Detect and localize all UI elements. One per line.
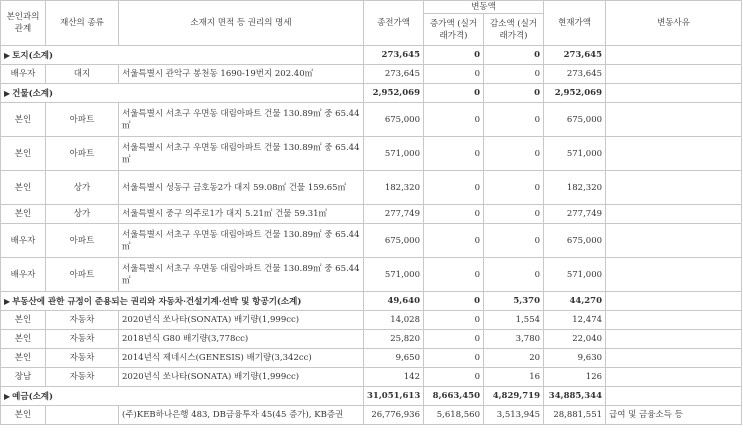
section-curr: 34,885,344 (544, 387, 606, 406)
row-reason (606, 311, 742, 330)
triangle-icon: ▶ (4, 390, 11, 401)
row-curr: 571,000 (544, 258, 606, 292)
row-dec: 0 (484, 224, 544, 258)
row-inc: 0 (424, 224, 484, 258)
header-dec: 감소액 (실거래가격) (484, 14, 544, 46)
row-relation: 본인 (1, 330, 46, 349)
section-title: 토지(소계) (12, 50, 54, 61)
row-curr: 277,749 (544, 205, 606, 224)
row-reason (606, 224, 742, 258)
row-prev: 14,028 (364, 311, 424, 330)
row-prev: 277,749 (364, 205, 424, 224)
header-curr: 현재가액 (544, 1, 606, 46)
table-row (1, 368, 742, 387)
section-inc: 0 (424, 46, 484, 65)
header-prev: 종전가액 (364, 1, 424, 46)
row-type: 상가 (46, 205, 119, 224)
row-relation: 배우자 (1, 65, 46, 84)
table-row (1, 103, 742, 137)
row-desc: 2020년식 쏘나타(SONATA) 배기량(1,999cc) (119, 311, 364, 330)
row-dec: 0 (484, 103, 544, 137)
section-curr: 2,952,069 (544, 84, 606, 103)
table-row (1, 349, 742, 368)
row-relation: 본인 (1, 205, 46, 224)
row-desc: 서울특별시 서초구 우면동 대림아파트 건물 130.89㎡ 중 65.44㎡ (119, 258, 364, 292)
row-desc: 서울특별시 성동구 금호동2가 대지 59.08㎡ 건물 159.65㎡ (119, 171, 364, 205)
header-desc: 소재지 면적 등 권리의 명세 (119, 1, 364, 46)
row-inc: 5,618,560 (424, 406, 484, 425)
section-prev: 273,645 (364, 46, 424, 65)
triangle-icon: ▶ (4, 87, 11, 98)
row-dec: 16 (484, 368, 544, 387)
row-curr: 182,320 (544, 171, 606, 205)
row-prev: 571,000 (364, 137, 424, 171)
row-relation: 본인 (1, 349, 46, 368)
row-inc: 0 (424, 311, 484, 330)
row-inc: 0 (424, 205, 484, 224)
row-reason (606, 171, 742, 205)
row-type: 아파트 (46, 137, 119, 171)
row-type: 자동차 (46, 368, 119, 387)
section-title: 부동산에 관한 규정이 준용되는 권리와 자동차·건설기계·선박 및 항공기(소계) (12, 296, 302, 307)
row-inc: 0 (424, 330, 484, 349)
triangle-icon: ▶ (4, 295, 11, 306)
row-reason (606, 368, 742, 387)
section-title: 건물(소계) (12, 88, 54, 99)
row-inc: 0 (424, 103, 484, 137)
header-inc: 증가액 (실거래가격) (424, 14, 484, 46)
row-reason (606, 205, 742, 224)
row-inc: 0 (424, 349, 484, 368)
section-title: 예금(소계) (12, 391, 54, 402)
row-curr: 126 (544, 368, 606, 387)
triangle-icon: ▶ (4, 49, 11, 60)
section-inc: 0 (424, 84, 484, 103)
row-curr: 28,881,551 (544, 406, 606, 425)
row-type: 아파트 (46, 103, 119, 137)
row-desc: (주)KEB하나은행 483, DB금융투자 45(45 증가), KB증권 (119, 406, 364, 425)
row-relation: 본인 (1, 406, 46, 425)
row-reason (606, 330, 742, 349)
section-prev: 49,640 (364, 292, 424, 311)
header-reason: 변동사유 (606, 1, 742, 46)
section-building (1, 84, 742, 103)
section-deposit (1, 387, 742, 406)
row-reason (606, 137, 742, 171)
row-type: 아파트 (46, 224, 119, 258)
row-prev: 142 (364, 368, 424, 387)
row-curr: 675,000 (544, 224, 606, 258)
table-row (1, 65, 742, 84)
row-desc: 서울특별시 서초구 우면동 대림아파트 건물 130.89㎡ 중 65.44㎡ (119, 103, 364, 137)
row-curr: 22,040 (544, 330, 606, 349)
row-type: 상가 (46, 171, 119, 205)
row-relation: 본인 (1, 137, 46, 171)
row-prev: 675,000 (364, 224, 424, 258)
section-curr: 273,645 (544, 46, 606, 65)
table-row (1, 224, 742, 258)
row-curr: 675,000 (544, 103, 606, 137)
table-row (1, 330, 742, 349)
row-relation: 배우자 (1, 258, 46, 292)
row-reason (606, 258, 742, 292)
row-reason (606, 65, 742, 84)
section-dec: 5,370 (484, 292, 544, 311)
row-desc: 서울특별시 서초구 우면동 대림아파트 건물 130.89㎡ 중 65.44㎡ (119, 137, 364, 171)
row-prev: 25,820 (364, 330, 424, 349)
row-desc: 서울특별시 서초구 우면동 대림아파트 건물 130.89㎡ 중 65.44㎡ (119, 224, 364, 258)
row-desc: 서울특별시 중구 의주로1가 대지 5.21㎡ 건물 59.31㎡ (119, 205, 364, 224)
table-row (1, 137, 742, 171)
table-row (1, 205, 742, 224)
row-relation: 본인 (1, 103, 46, 137)
row-dec: 0 (484, 205, 544, 224)
row-inc: 0 (424, 137, 484, 171)
row-reason: 급여 및 금융소득 등 (606, 406, 742, 425)
row-inc: 0 (424, 258, 484, 292)
section-dec: 4,829,719 (484, 387, 544, 406)
row-relation: 본인 (1, 311, 46, 330)
row-prev: 9,650 (364, 349, 424, 368)
section-dec: 0 (484, 46, 544, 65)
row-desc: 2020년식 쏘나타(SONATA) 배기량(1,999cc) (119, 368, 364, 387)
row-relation: 본인 (1, 171, 46, 205)
row-prev: 675,000 (364, 103, 424, 137)
row-prev: 273,645 (364, 65, 424, 84)
row-dec: 0 (484, 258, 544, 292)
row-type: 자동차 (46, 349, 119, 368)
row-curr: 9,630 (544, 349, 606, 368)
row-desc: 2014년식 제네시스(GENESIS) 배기량(3,342cc) (119, 349, 364, 368)
row-inc: 0 (424, 368, 484, 387)
row-dec: 0 (484, 171, 544, 205)
row-reason (606, 349, 742, 368)
row-desc: 2018년식 G80 배기량(3,778cc) (119, 330, 364, 349)
table-row (1, 311, 742, 330)
row-type: 자동차 (46, 311, 119, 330)
row-prev: 571,000 (364, 258, 424, 292)
row-inc: 0 (424, 171, 484, 205)
section-curr: 44,270 (544, 292, 606, 311)
table-row (1, 258, 742, 292)
row-relation: 배우자 (1, 224, 46, 258)
row-curr: 273,645 (544, 65, 606, 84)
row-curr: 571,000 (544, 137, 606, 171)
header-type: 재산의 종류 (46, 1, 119, 46)
table-row (1, 406, 742, 425)
row-dec: 0 (484, 65, 544, 84)
header-relation: 본인과의 관계 (1, 1, 46, 46)
section-vehicle (1, 292, 742, 311)
row-prev: 26,776,936 (364, 406, 424, 425)
section-dec: 0 (484, 84, 544, 103)
table-row (1, 171, 742, 205)
header-change-group: 변동액 (424, 1, 544, 14)
row-reason (606, 103, 742, 137)
section-inc: 8,663,450 (424, 387, 484, 406)
section-land (1, 46, 742, 65)
row-dec: 20 (484, 349, 544, 368)
row-dec: 3,780 (484, 330, 544, 349)
row-dec: 1,554 (484, 311, 544, 330)
row-dec: 3,513,945 (484, 406, 544, 425)
row-type: 자동차 (46, 330, 119, 349)
row-inc: 0 (424, 65, 484, 84)
row-relation: 장남 (1, 368, 46, 387)
row-prev: 182,320 (364, 171, 424, 205)
section-inc: 0 (424, 292, 484, 311)
row-dec: 0 (484, 137, 544, 171)
row-type: 아파트 (46, 258, 119, 292)
row-curr: 12,474 (544, 311, 606, 330)
row-type: 대지 (46, 65, 119, 84)
section-prev: 2,952,069 (364, 84, 424, 103)
section-prev: 31,051,613 (364, 387, 424, 406)
row-type (46, 406, 119, 425)
row-desc: 서울특별시 관악구 봉천동 1690-19번지 202.40㎡ (119, 65, 364, 84)
